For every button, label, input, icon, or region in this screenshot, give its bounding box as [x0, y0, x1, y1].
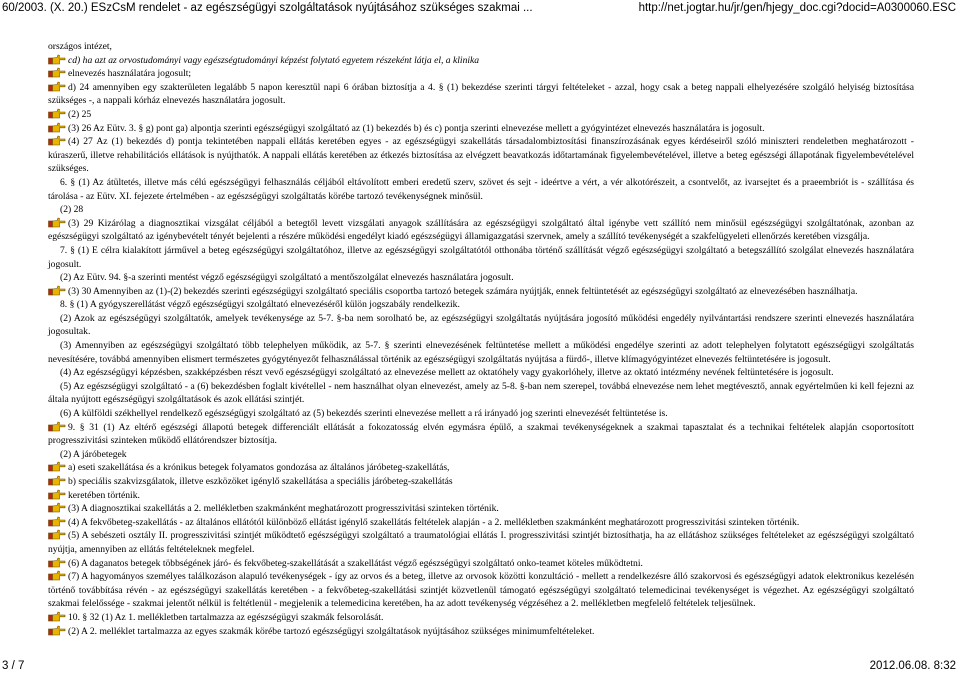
- paragraph-text: (2) 25: [68, 108, 92, 120]
- pointing-hand-icon[interactable]: [48, 475, 66, 486]
- document-paragraph: [48, 298, 914, 312]
- document-paragraph: [48, 135, 914, 176]
- pointing-hand-icon[interactable]: [48, 625, 66, 636]
- paragraph-text: 8. § (1) A gyógyszerellátást végző egészségügyi szolgáltató elnevezéséről külön jogszabály rendelkezik.: [60, 299, 460, 311]
- paragraph-text: (6) A külföldi székhellyel rendelkező egészségügyi szolgáltató az (5) bekezdés szerinti elnevezése mellett a rá irányadó jog szerinti elnevezését feltüntetése is.: [60, 408, 668, 420]
- pointing-hand-icon[interactable]: [48, 67, 66, 78]
- document-paragraph: [48, 244, 914, 271]
- pointing-hand-icon[interactable]: [48, 461, 66, 472]
- paragraph-text: (2) Az Eütv. 94. §-a szerinti mentést végző egészségügyi szolgáltató a mentőszolgálat elnevezés használatára jogosult.: [60, 272, 514, 284]
- pointing-hand-icon[interactable]: [48, 285, 66, 296]
- paragraph-text: d) 24 amennyiben egy szakterületen legalább 5 napon keresztül napi 6 órában biztosítja a 4. § (1) bekezdése szerinti tárgyi feltételeket - azzal, hogy csak a beteg nappali elhelyezésére szolgáló helyiség biztosítása szükséges -, a nappali kórház elnevezés használatára jogosult.: [48, 81, 914, 107]
- pointing-hand-icon[interactable]: [48, 611, 66, 622]
- document-paragraph: [48, 40, 914, 54]
- paragraph-text: 9. § 31 (1) Az eltérő egészségi állapotú betegek differenciált ellátását a fokozatosság elvén egymásra épülő, a szakmai tevékenységeknek a szakmai tapasztalat és a technikai feltételek alapján csoportosított progresszivitási szinteken működő ellátórendszer biztosítja.: [48, 421, 914, 447]
- document-paragraph: [48, 529, 914, 556]
- document-paragraph: [48, 611, 914, 625]
- document-paragraph: [48, 570, 914, 611]
- document-paragraph: [48, 516, 914, 530]
- paragraph-text: 7. § (1) E célra kialakított járművel a beteg egészségügyi szolgáltatóhoz, illetve az egészségügyi szolgáltatótól otthonába történő szállítását végző egészségügyi szolgáltató a betegszállító szolgálat elnevezés használatára jogosult.: [48, 244, 914, 270]
- document-paragraph: [48, 421, 914, 448]
- document-paragraph: [48, 407, 914, 421]
- paragraph-text: b) speciális szakvizsgálatok, illetve eszközöket igénylő szakellátása a speciális járóbeteg-szakellátás: [68, 476, 453, 487]
- pointing-hand-icon[interactable]: [48, 529, 66, 540]
- document-paragraph: [48, 475, 914, 489]
- document-paragraph: [48, 489, 914, 503]
- document-paragraph: [48, 54, 914, 68]
- pointing-hand-icon[interactable]: [48, 81, 66, 92]
- paragraph-text: (2) 28: [60, 204, 84, 216]
- document-title: 60/2003. (X. 20.) ESzCsM rendelet - az egészségügyi szolgáltatások nyújtásához szükséges szakmai ...: [2, 2, 533, 14]
- paragraph-text: (2) Azok az egészségügyi szolgáltatók, amelyek tevékenysége az 5-7. §-ba nem sorolható be, az egészségügyi szolgáltatás nyújtására jogosító működési engedély nyilvántartási rendszere szerinti elnevezés használatára jogosultak.: [48, 312, 914, 338]
- document-paragraph: [48, 557, 914, 571]
- document-paragraph: [48, 108, 914, 122]
- page-number: 3 / 7: [2, 660, 25, 672]
- document-paragraph: [48, 285, 914, 299]
- paragraph-text: (7) A hagyományos személyes találkozáson alapuló tevékenységek - így az orvos és a beteg, illetve az orvosok közötti konzultáció - mellett a rendelkezésre álló szakorvosi és egészségügyi adatok elektronikus kezelésén történő továbbítása révén - az egészségügyi szakellátás keretében - a fekvőbeteg-szakellátási szintjét közvetlenül támogató egészségügyi szolgáltató telemedicinai tevékenységet is végezhet. Az egészségügyi szolgáltató szakmai felelőssége - szakmai jelentőt nélkül is feltétlenül - megjelenik a telemedicina keretében, ha az adott tevékenység végzéséhez a 2. mellékletben megfelelő feltételek teljesülnek.: [48, 571, 914, 610]
- paragraph-text: 10. § 32 (1) Az 1. mellékletben tartalmazza az egészségügyi szakmák felsorolását.: [68, 611, 384, 623]
- paragraph-text: cd) ha azt az orvostudományi vagy egészségtudományi képzést folytató egyetem részeként látja el, a klinika: [68, 54, 480, 66]
- paragraph-text: (3) 29 Kizárólag a diagnosztikai vizsgálat céljából a betegtől levett vizsgálati anyagok szállítására az egészségügyi szolgáltató által igénybe vett szállító nem minősül egészségügyi szolgáltatónak, azonban az egészségügyi szolgáltató az igénybevételt tényét bejelenti a részére működési engedélyt kiadó egészségügyi államigazgatási szervnek, amely a szállító tevékenységét a szakfelügyeleti ellenőrzés keretében vizsgálja.: [48, 217, 914, 243]
- print-header: [0, 0, 960, 16]
- print-footer: [0, 658, 960, 674]
- paragraph-text: (5) Az egészségügyi szolgáltató - a (6) bekezdésben foglalt kivétellel - nem használhat olyan elnevezést, amely az 5-8. §-ban nem szerepel, továbbá elnevezése nem lehet megtévesztő, annak egyértelműen ki kell fejezni az általa nyújtott egészségügyi szolgáltatások és azok ellátási szintjét.: [48, 380, 914, 406]
- pointing-hand-icon[interactable]: [48, 135, 66, 146]
- document-paragraph: [48, 312, 914, 339]
- print-datetime: 2012.06.08. 8:32: [869, 660, 956, 672]
- pointing-hand-icon[interactable]: [48, 108, 66, 119]
- paragraph-text: a) eseti szakellátása és a krónikus betegek folyamatos gondozása az általános járóbeteg-szakellátás,: [68, 462, 450, 474]
- paragraph-text: (4) A fekvőbeteg-szakellátás - az általános ellátótól különböző ellátást igénylő szakellátás feltételek alapján - a 2. mellékletben szakmánként meghatározott progresszivitási szinteken történik.: [68, 516, 800, 528]
- paragraph-text: (2) A 2. melléklet tartalmazza az egyes szakmák körébe tartozó egészségügyi szolgáltatások nyújtásához szükséges minimumfeltételeket.: [68, 625, 595, 637]
- pointing-hand-icon[interactable]: [48, 557, 66, 568]
- pointing-hand-icon[interactable]: [48, 502, 66, 513]
- pointing-hand-icon[interactable]: [48, 122, 66, 133]
- document-paragraph: [48, 339, 914, 366]
- document-paragraph: [48, 176, 914, 203]
- paragraph-text: keretében történik.: [68, 489, 140, 501]
- pointing-hand-icon[interactable]: [48, 570, 66, 581]
- pointing-hand-icon[interactable]: [48, 421, 66, 432]
- paragraph-text: (3) A diagnosztikai szakellátás a 2. mellékletben szakmánként meghatározott progresszivitási szinteken történik.: [68, 503, 499, 515]
- paragraph-text: (6) A daganatos betegek többségének járó- és fekvőbeteg-szakellátását a szakellátást végző egészségügyi szolgáltató onko-teamet köteles működtetni.: [68, 557, 643, 569]
- document-paragraph: [48, 380, 914, 407]
- paragraph-text: (2) A járóbetegek: [60, 448, 127, 460]
- paragraph-text: (5) A sebészeti osztály II. progresszivitási szintjét működtető egészségügyi szolgáltató a traumatológiai ellátás I. progresszivitási szintjét biztosíthatja, ha az ellátáshoz szükséges feltételeket az egészségügyi szolgáltató nyújtja, amennyiben az ellátás feltételeknek megfelel.: [48, 530, 914, 555]
- document-paragraph: [48, 203, 914, 217]
- paragraph-text: (3) 30 Amennyiben az (1)-(2) bekezdés szerinti egészségügyi szolgáltató speciális csoportba tartozó betegek számára nyújtják, ennek feltüntetését az egészségügyi szolgáltató az elnevezésében használhatja.: [68, 285, 858, 297]
- document-url: http://net.jogtar.hu/jr/gen/hjegy_doc.cgi?docid=A0300060.ESC: [638, 2, 956, 14]
- paragraph-text: (4) Az egészségügyi képzésben, szakképzésben részt vevő egészségügyi szolgáltató az elnevezése mellett az oktatóhely vagy gyakorlóhely, illetve az oktató intézmény nevének feltüntetésére is jogosult.: [60, 367, 834, 379]
- document-paragraph: [48, 502, 914, 516]
- document-paragraph: [48, 366, 914, 380]
- document-paragraph: [48, 461, 914, 475]
- document-paragraph: [48, 81, 914, 108]
- document-paragraph: [48, 271, 914, 285]
- paragraph-text: (3) Amennyiben az egészségügyi szolgáltató több telephelyen működik, az 5-7. § szerinti elnevezésének feltüntetése mellett a működési engedélye szerinti az adott telephelyen folytatott egészségügyi szolgáltatás nevesítésére, továbbá amennyiben elismert természetes gyógytényezőt felhasználással történik az egészségügyi szolgáltatás nyújtása a fürdő-, illetve klímagyógyintézet elnevezés feltüntetésére is jogosult.: [48, 340, 914, 365]
- paragraph-text: (4) 27 Az (1) bekezdés d) pontja tekintetében nappali ellátás keretében egyes - az egészségügyi szakellátás társadalombiztosítási finanszírozásának egyes kérdéseiről szóló miniszteri rendeletben meghatározott - kúraszerű, illetve rehabilitációs ellátások is nyújthatók. A nappali ellátás keretében az étkezés biztosítása az elvégzett beavatkozás időtartamának figyelembevételével, illetve a beteg egészségi állapotának figyelembevételével szükséges.: [48, 136, 914, 175]
- paragraph-text: országos intézet,: [48, 41, 112, 52]
- paragraph-text: (3) 26 Az Eütv. 3. § g) pont ga) alpontja szerinti egészségügyi szolgáltató az (1) bekezdés b) és c) pontja szerinti elnevezése mellett a gyógyintézet elnevezés használatára is jogosult.: [68, 122, 765, 134]
- pointing-hand-icon[interactable]: [48, 489, 66, 500]
- document-paragraph: [48, 67, 914, 81]
- pointing-hand-icon[interactable]: [48, 217, 66, 228]
- pointing-hand-icon[interactable]: [48, 54, 66, 65]
- paragraph-text: 6. § (1) Az átültetés, illetve más célú egészségügyi felhasználás céljából eltávolított emberi eredetű szerv, szövet és sejt - ideértve a vért, a vér alkotórészeit, a csontvelőt, az ivarsejtet és a praeembriót is - szállítása és tárolása - az Eütv. XI. fejezete értelmében - az egészségügyi szolgáltatás körébe tartozó tevékenységnek minősül.: [48, 176, 914, 202]
- document-paragraph: [48, 625, 914, 639]
- document-paragraph: [48, 122, 914, 136]
- document-body: [48, 40, 914, 638]
- paragraph-text: elnevezés használatára jogosult;: [68, 68, 192, 80]
- document-paragraph: [48, 217, 914, 244]
- document-paragraph: [48, 448, 914, 462]
- pointing-hand-icon[interactable]: [48, 516, 66, 527]
